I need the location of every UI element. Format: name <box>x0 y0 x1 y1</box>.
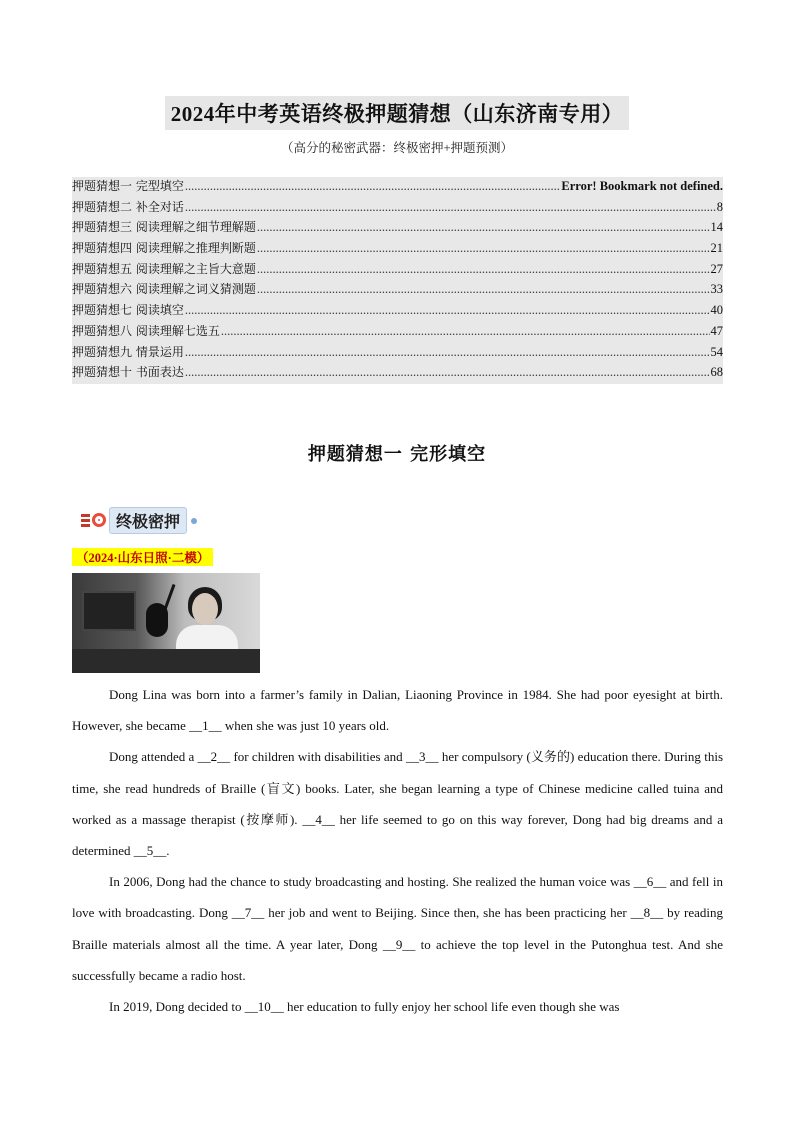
badge-label: 终极密押 <box>109 507 187 534</box>
target-icon <box>79 510 109 532</box>
dot-icon <box>191 518 197 524</box>
toc-entry[interactable]: 押题猜想三 阅读理解之细节理解题 ..... 14 <box>72 218 723 239</box>
passage-paragraph: In 2006, Dong had the chance to study broadcasting and hosting. She realized the human voice was __6__ and fell in love with broadcasting. Dong __7__ her job and went to Beijing. Since then, she has been practicing her __8__ by reading Braille materials almost all the time. A year later, Dong __9__ to achieve the top level in the Putonghua test. And she successfully became a radio host. <box>72 874 723 983</box>
source-tag: （2024·山东日照·二模） <box>72 548 213 566</box>
document-subtitle: （高分的秘密武器：终极密押+押题预测） <box>280 141 514 155</box>
final-secret-badge <box>79 507 197 534</box>
toc-entry[interactable]: 押题猜想八 阅读理解七选五 ..... 47 <box>72 322 723 343</box>
table-of-contents <box>72 177 723 384</box>
toc-entry[interactable]: 押题猜想六 阅读理解之词义猜测题 ..... 33 <box>72 280 723 301</box>
toc-entry[interactable]: 押题猜想四 阅读理解之推理判断题 ..... 21 <box>72 239 723 260</box>
toc-entry[interactable]: 押题猜想九 情景运用 ..... 54 <box>72 343 723 364</box>
radio-host-photo <box>72 573 260 673</box>
passage-paragraph: In 2019, Dong decided to __10__ her education to fully enjoy her school life even though she was <box>109 999 620 1015</box>
toc-entry[interactable]: 押题猜想五 阅读理解之主旨大意题 ..... 27 <box>72 260 723 281</box>
passage-paragraph: Dong Lina was born into a farmer’s family in Dalian, Liaoning Province in 1984. She had poor eyesight at birth. However, she became __1__ when she was just 10 years old. <box>72 687 723 734</box>
toc-entry[interactable]: 押题猜想十 书面表达 ..... 68 <box>72 363 723 384</box>
toc-entry[interactable]: 押题猜想一 完型填空 ..... Error! Bookmark not defined. <box>72 177 723 198</box>
document-title: 2024年中考英语终极押题猜想（山东济南专用） <box>0 96 794 130</box>
toc-entry[interactable]: 押题猜想二 补全对话 ..... 8 <box>72 198 723 219</box>
cloze-passage <box>72 679 723 1022</box>
toc-entry[interactable]: 押题猜想七 阅读填空 ..... 40 <box>72 301 723 322</box>
section-heading: 押题猜想一 完形填空 <box>307 444 487 465</box>
passage-paragraph: Dong attended a __2__ for children with disabilities and __3__ her compulsory (义务的) education there. During this time, she read hundreds of Braille (盲文) books. Later, she began learning a type of Chinese medicine called tuina and worked as a massage therapist (按摩师). __4__ her life seemed to go on this way forever, Dong had big dreams and a determined __5__. <box>72 749 723 859</box>
